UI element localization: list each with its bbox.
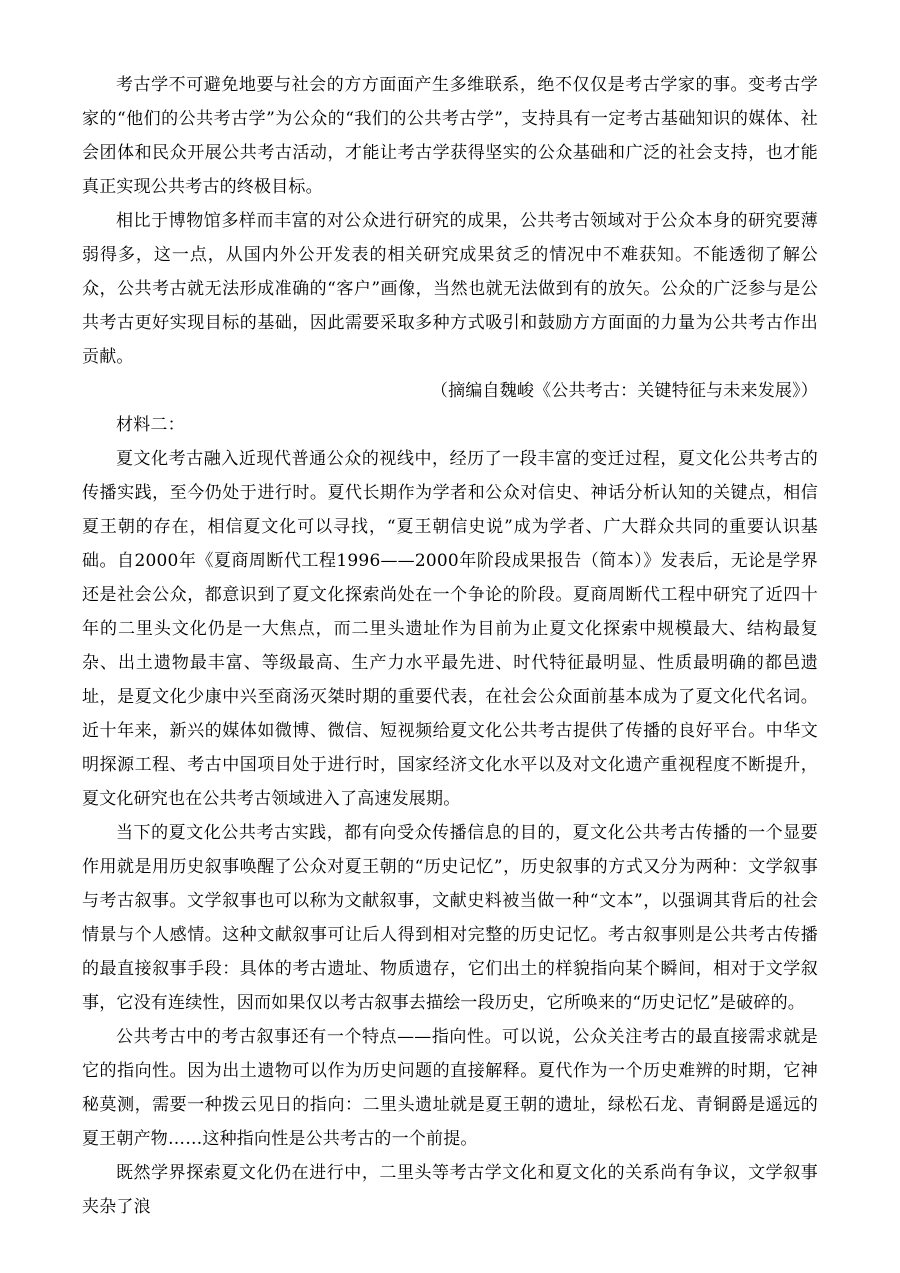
source-citation: （摘编自魏峻《公共考古：关键特征与未来发展》） <box>430 381 818 401</box>
paragraph-public-research: 相比于博物馆多样而丰富的对公众进行研究的成果，公共考古领域对于公众本身的研究要薄弱得多，这一点，从国内外公开发表的相关研究成果贫乏的情况中不难获知。不能透彻了解公众，公共考古就无法形成准确的“客户”画像，当然也就无法做到有的放矢。公众的广泛参与是公共考古更好实现目标的基础，因此需要采取多种方式吸引和鼓励方方面面的力量为公共考古作出贡献。 <box>82 211 818 367</box>
paragraph-directivity: 公共考古中的考古叙事还有一个特点——指向性。可以说，公众关注考古的最直接需求就是它的指向性。因为出土遗物可以作为历史问题的直接解释。夏代作为一个历史难辨的时期，它神秘莫测，需要一种拨云见日的指向：二里头遗址就是夏王朝的遗址，绿松石龙、青铜爵是遥远的夏王朝产物……这种指向性是公共考古的一个前提。 <box>82 1027 818 1149</box>
paragraph-historical-narrative: 当下的夏文化公共考古实践，都有向受众传播信息的目的，夏文化公共考古传播的一个显要作用就是用历史叙事唤醒了公众对夏王朝的“历史记忆”，历史叙事的方式又分为两种：文学叙事与考古叙事。文学叙事也可以称为文献叙事，文献史料被当做一种“文本”，以强调其背后的社会情景与个人感情。这种文献叙事可让后人得到相对完整的历史记忆。考古叙事则是公共考古传播的最直接叙事手段：具体的考古遗址、物质遗存，它们出土的样貌指向某个瞬间，相对于文学叙事，它没有连续性，因而如果仅以考古叙事去描绘一段历史，它所唤来的“历史记忆”是破碎的。 <box>82 823 818 1013</box>
material-two-heading: 材料二： <box>116 415 185 435</box>
paragraph-xia-culture-history: 夏文化考古融入近现代普通公众的视线中，经历了一段丰富的变迁过程，夏文化公共考古的传播实践，至今仍处于进行时。夏代长期作为学者和公众对信史、神话分析认知的关键点，相信夏王朝的存在，相信夏文化可以寻找，“夏王朝信史说”成为学者、广大群众共同的重要认识基础。自2000年《夏商周断代工程1996——2000年阶段成果报告（简本）》发表后，无论是学界还是社会公众，都意识到了夏文化探索尚处在一个争论的阶段。夏商周断代工程中研究了近四十年的二里头文化仍是一大焦点，而二里头遗址作为目前为止夏文化探索中规模最大、结构最复杂、出土遗物最丰富、等级最高、生产力水平最先进、时代特征最明显、性质最明确的都邑遗址，是夏文化少康中兴至商汤灭桀时期的重要代表，在社会公众面前基本成为了夏文化代名词。近十年来，新兴的媒体如微博、微信、短视频给夏文化公共考古提供了传播的良好平台。中华文明探源工程、考古中国项目处于进行时，国家经济文化水平以及对文化遗产重视程度不断提升，夏文化研究也在公共考古领域进入了高速发展期。 <box>82 449 818 809</box>
paragraph-continuation: 既然学界探索夏文化仍在进行中，二里头等考古学文化和夏文化的关系尚有争议，文学叙事夹杂了浪 <box>82 1163 818 1217</box>
paragraph-public-archaeology-goal: 考古学不可避免地要与社会的方方面面产生多维联系，绝不仅仅是考古学家的事。变考古学家的“他们的公共考古学”为公众的“我们的公共考古学”，支持具有一定考古基础知识的媒体、社会团体和民众开展公共考古活动，才能让考古学获得坚实的公众基础和广泛的社会支持，也才能真正实现公共考古的终极目标。 <box>82 75 818 197</box>
